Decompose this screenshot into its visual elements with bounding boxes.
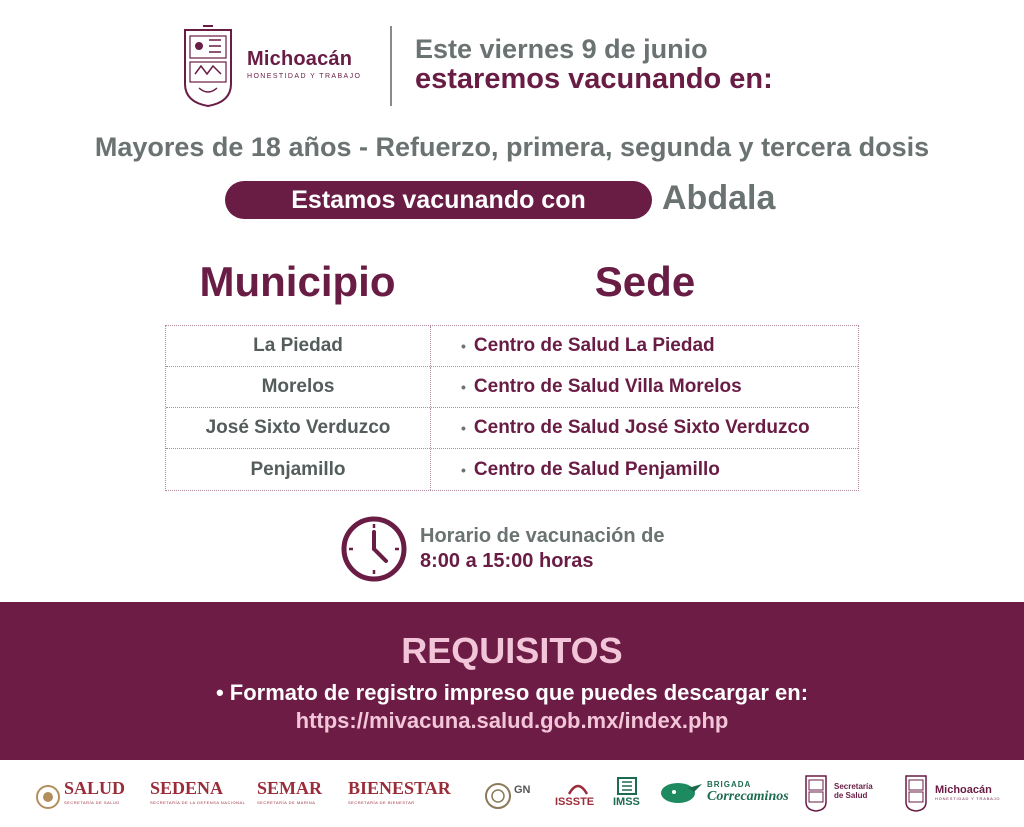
table-row (166, 326, 858, 367)
secretaria-salud-crest-icon (804, 774, 828, 812)
vaccine-pill: Estamos vacunando con (225, 181, 652, 219)
audience-text: Mayores de 18 años - Refuerzo, primera, segunda y tercera dosis (94, 132, 930, 162)
sede-name: Centro de Salud Penjamillo (473, 458, 720, 480)
bullet-icon: • (461, 461, 466, 478)
bienestar-logo (348, 778, 451, 805)
requirements-item: • Formato de registro impreso que puedes descargar en: (215, 680, 809, 705)
guardia-nacional-emblem-icon (484, 782, 512, 810)
municipio-cell: La Piedad (166, 326, 431, 366)
imss-emblem-icon (616, 776, 638, 796)
sede-name: Centro de Salud La Piedad (473, 335, 715, 356)
headline (415, 34, 773, 96)
bienestar-logo-sub: SECRETARÍA DE BIENESTAR (348, 800, 415, 805)
municipio-cell: Penjamillo (166, 449, 431, 490)
sedena-logo-text: SEDENA (150, 778, 224, 798)
hours-label: Horario de vacunación de (420, 525, 665, 547)
header-divider (390, 26, 392, 106)
imss-logo-text: IMSS (613, 796, 640, 808)
bullet-icon: • (461, 338, 466, 354)
brand-name: Michoacán (247, 48, 353, 70)
sede-cell (431, 367, 858, 407)
brand-block (247, 48, 361, 80)
mich-logo-text: Michoacán (935, 784, 992, 796)
bienestar-logo-text: BIENESTAR (348, 778, 451, 798)
issste-emblem-icon (567, 778, 589, 796)
issste-logo-text: ISSSTE (555, 796, 595, 808)
sede-cell (431, 408, 858, 448)
sede-cell (431, 326, 858, 366)
brigada-logo (707, 780, 789, 805)
michoacan-footer-crest-icon (904, 774, 928, 812)
headline-date: Este viernes 9 de junio (415, 34, 708, 64)
bullet-icon: • (461, 379, 466, 395)
salud-eagle-icon (35, 784, 61, 810)
secretaria-salud-logo (834, 782, 873, 800)
brand-tagline: HONESTIDAD Y TRABAJO (247, 73, 362, 80)
semar-logo-text: SEMAR (257, 778, 323, 798)
sedena-logo-sub: SECRETARÍA DE LA DEFENSA NACIONAL (150, 800, 246, 805)
table-row (166, 449, 858, 490)
hours-value: 8:00 a 15:00 horas (420, 550, 594, 572)
footer-logos (0, 766, 1024, 824)
salud-logo-text: SALUD (64, 778, 126, 798)
municipio-cell: José Sixto Verduzco (166, 408, 431, 448)
locations-table (165, 325, 859, 491)
requirements-band (0, 602, 1024, 760)
michoacan-footer-logo (935, 784, 1000, 801)
column-header-sede: Sede (594, 258, 696, 305)
requirements-url[interactable]: https://mivacuna.salud.gob.mx/index.php (295, 708, 729, 733)
municipio-cell: Morelos (166, 367, 431, 407)
table-row (166, 367, 858, 408)
hours-text (420, 525, 665, 573)
secsalud-line2: de Salud (834, 791, 868, 800)
gn-logo-text: GN (514, 784, 531, 796)
clock-icon (340, 515, 408, 583)
brigada-logo-line1: BRIGADA (707, 780, 752, 789)
brigada-logo-line2: Correcaminos (707, 789, 789, 804)
secsalud-line1: Secretaría (834, 782, 873, 791)
header (0, 18, 1024, 110)
semar-logo-sub: SECRETARÍA DE MARINA (257, 800, 316, 805)
correcaminos-bird-icon (658, 780, 704, 806)
requirements-title: REQUISITOS (401, 630, 623, 671)
sede-name: Centro de Salud José Sixto Verduzco (473, 417, 810, 438)
sedena-logo (150, 778, 245, 805)
column-header-municipio: Municipio (199, 258, 396, 305)
salud-logo (64, 778, 125, 805)
sede-name: Centro de Salud Villa Morelos (473, 376, 742, 397)
headline-action: estaremos vacunando en: (415, 63, 773, 95)
vaccine-name: Abdala (662, 179, 776, 217)
salud-logo-sub: SECRETARÍA DE SALUD (64, 800, 120, 805)
mich-logo-sub: HONESTIDAD Y TRABAJO (935, 796, 1001, 801)
sede-cell (431, 449, 858, 490)
table-row (166, 408, 858, 449)
bullet-icon: • (461, 420, 466, 436)
michoacan-crest-icon (181, 24, 235, 108)
semar-logo (257, 778, 322, 805)
